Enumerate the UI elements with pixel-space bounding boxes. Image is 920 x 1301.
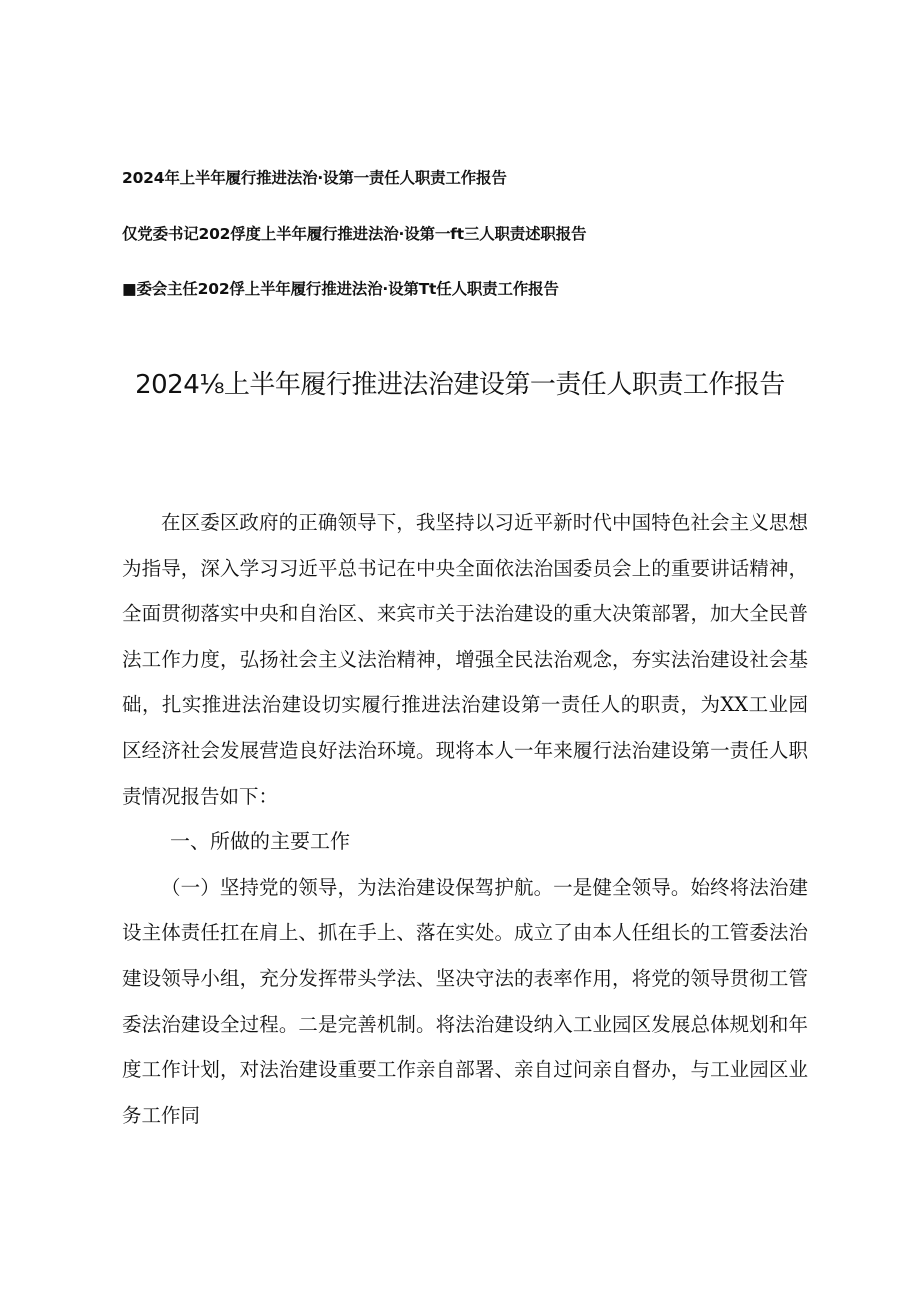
section-paragraph: （一）坚持党的领导，为法治建设保驾护航。一是健全领导。始终将法治建设主体责任扛在肩上、抓在手上、落在实处。成立了由本人任组长的工管委法治建设领导小组，充分发挥带头学法、坚决守法的表率作用，将党的领导贯彻工管委法治建设全过程。二是完善机制。将法治建设纳入工业园区发展总体规划和年度工作计划，对法治建设重要工作亲自部署、亲自过问亲自督办，与工业园区业务工作同: [122, 875, 808, 1127]
document-title: 2024⅛上半年履行推进法治建设第一责任人职责工作报告: [135, 370, 785, 400]
document-body: [122, 500, 808, 1138]
intro-paragraph: 在区委区政府的正确领导下，我坚持以习近平新时代中国特色社会主义思想为指导，深入学习习近平总书记在中央全面依法治国委员会上的重要讲话精神，全面贯彻落实中央和自治区、来宾市关于法治建设的重大决策部署，加大全民普法工作力度，弘扬社会主义法治精神，增强全民法治观念，夯实法治建设社会基础，扎实推进法治建设切实履行推进法治建设第一责任人的职责，为XX工业园区经济社会发展营造良好法治环境。现将本人一年来履行法治建设第一责任人职责情况报告如下：: [122, 511, 808, 808]
section-heading: 一、所做的主要工作: [170, 829, 350, 854]
related-report-1: 2024年上半年履行推进法治·设第一责任人职责工作报告: [122, 169, 507, 187]
related-report-3: ■委会主任202俘上半年履行推进法治·设第Tt任人职责工作报告: [122, 280, 559, 298]
related-report-2: 仅党委书记202俘度上半年履行推进法治·设第一ft三人职责述职报告: [122, 225, 587, 243]
